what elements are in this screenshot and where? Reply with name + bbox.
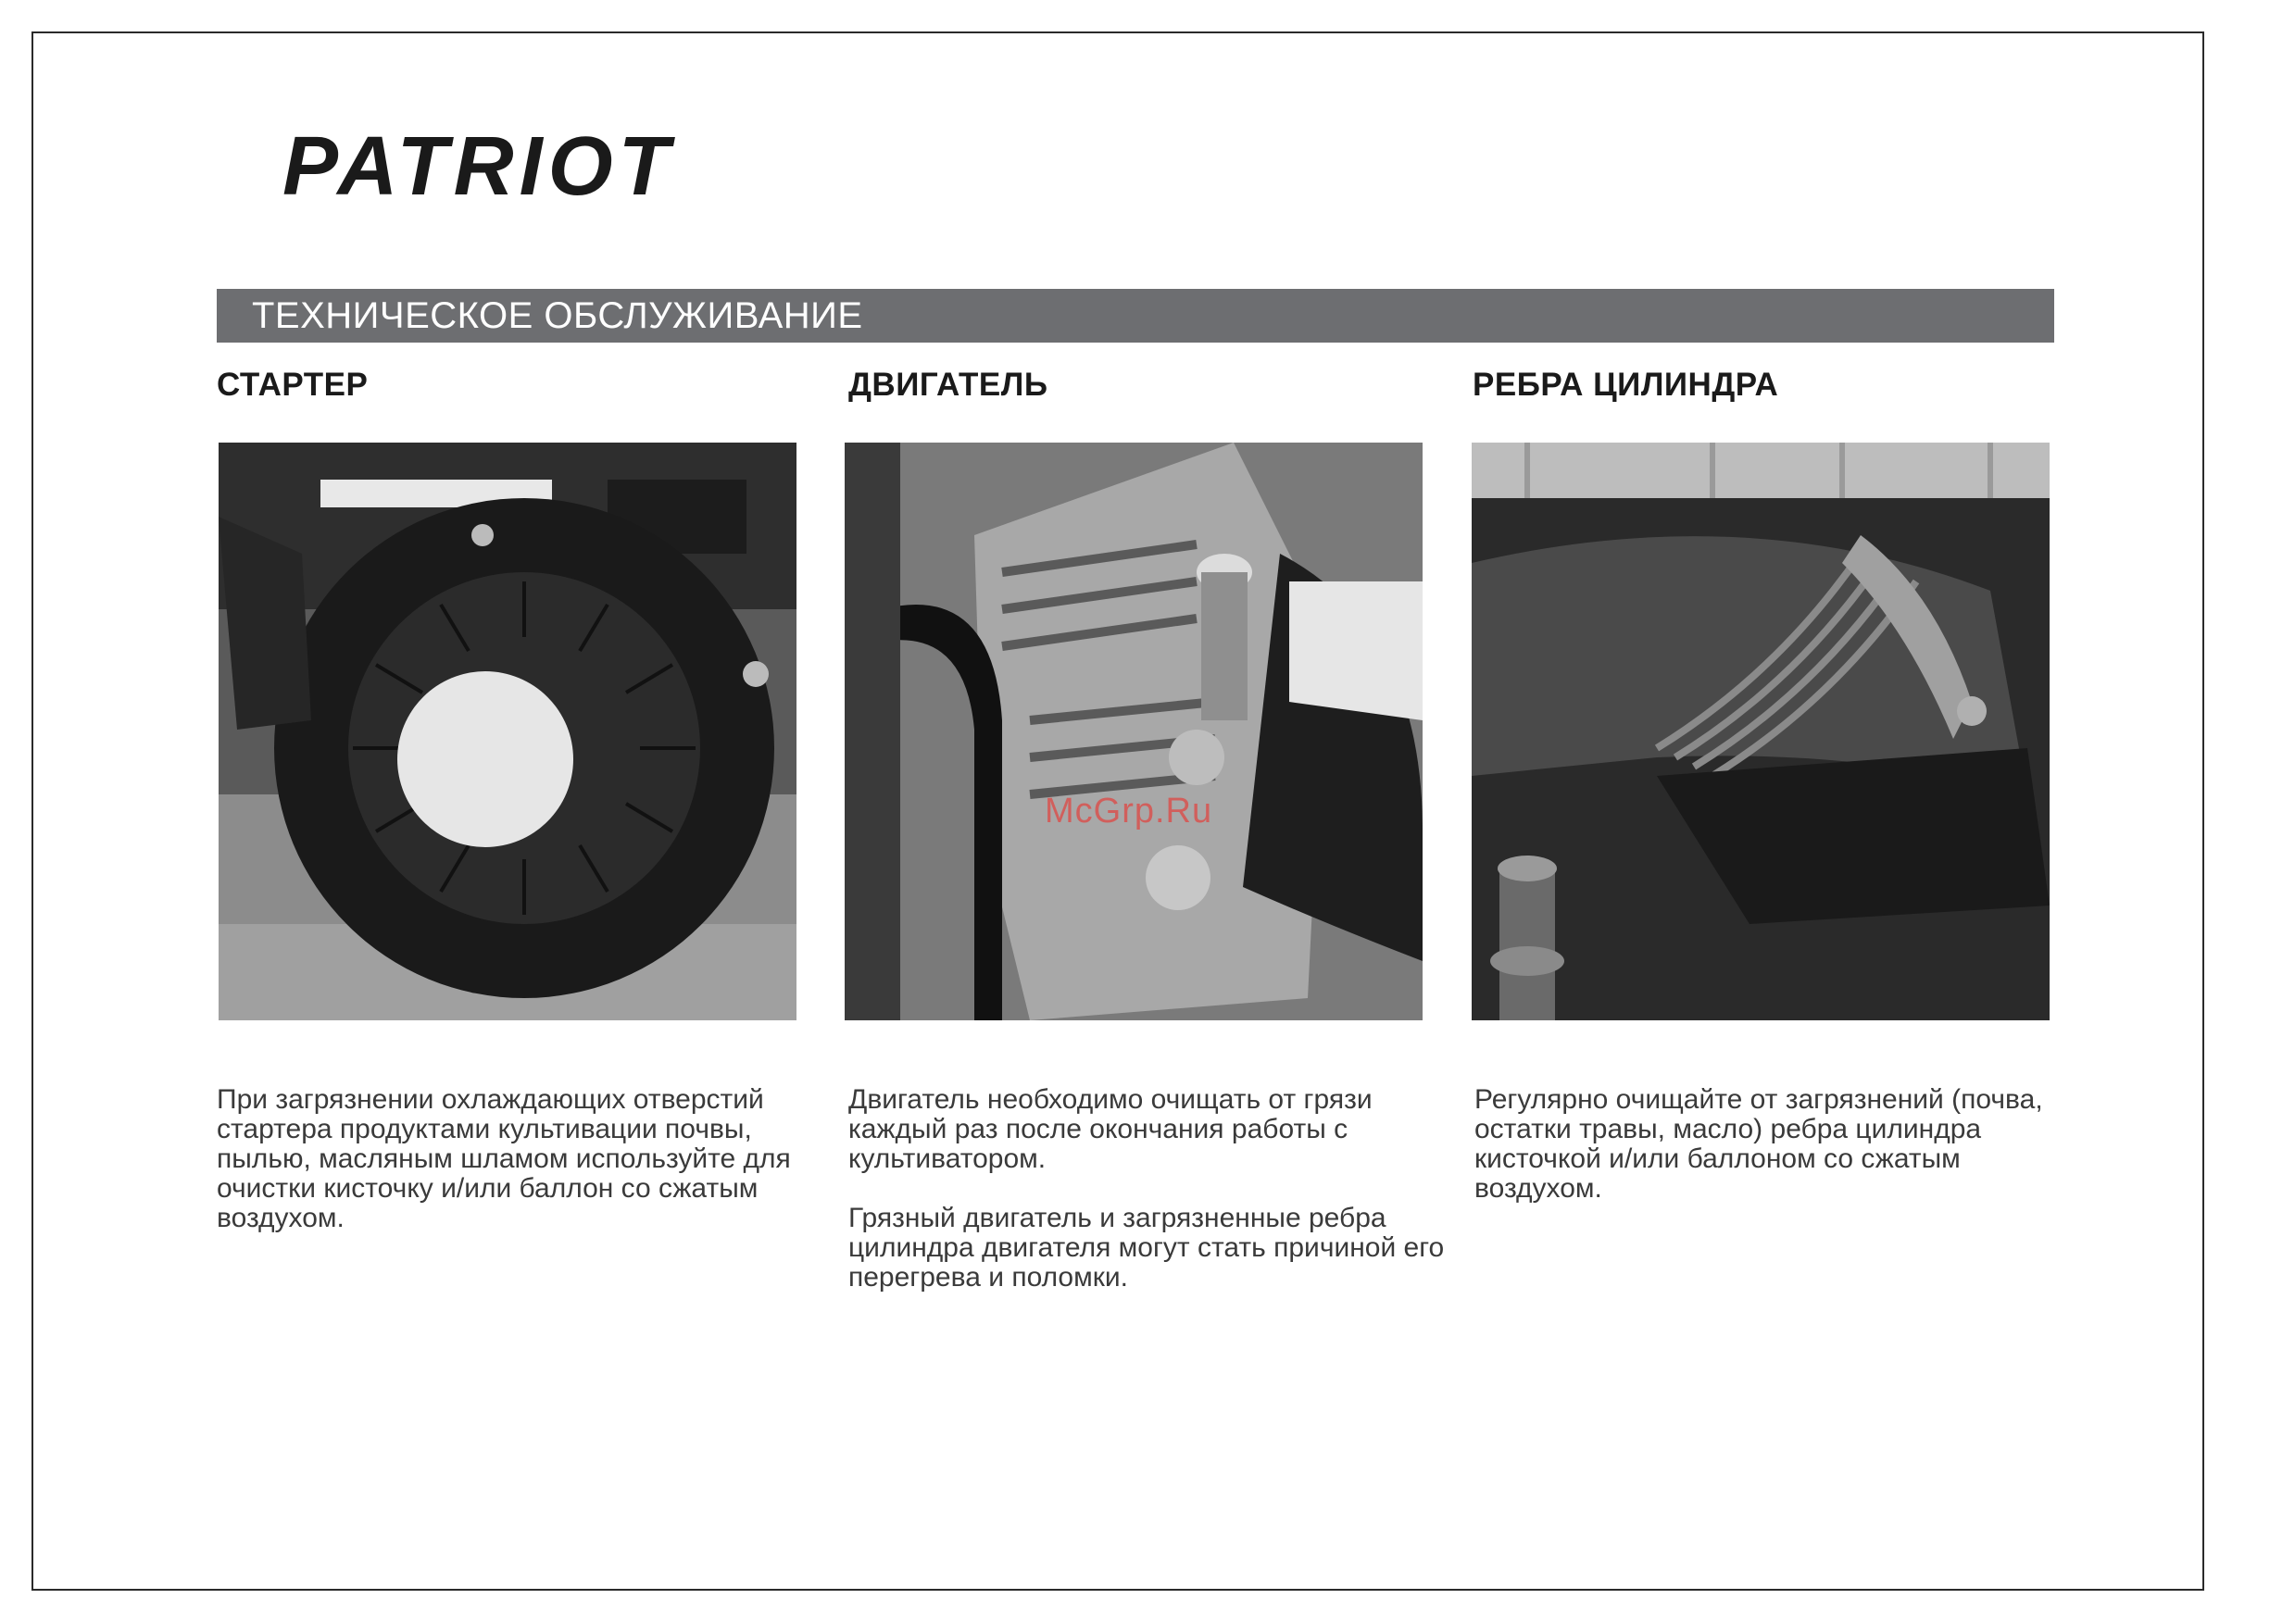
engine-photo bbox=[845, 443, 1423, 1020]
column-title-starter: СТАРТЕР bbox=[217, 367, 369, 403]
starter-photo bbox=[219, 443, 796, 1020]
paragraph: Двигатель необходимо очищать от грязи каждый раз после окончания работы с культиватором. bbox=[848, 1084, 1373, 1174]
cylinder-fins-photo bbox=[1472, 443, 2050, 1020]
section-title: ТЕХНИЧЕСКОЕ ОБСЛУЖИВАНИЕ bbox=[217, 289, 2054, 343]
column-text-cylinder-fins bbox=[1474, 1085, 2067, 1233]
column-text-engine bbox=[848, 1085, 1478, 1322]
paragraph: При загрязнении охлаждающих отверстий стартера продуктами культивации почвы, пылью, масляным шламом используйте для очистки кисточку и/или баллон со сжатым воздухом. bbox=[217, 1084, 791, 1233]
column-title-cylinder-fins: РЕБРА ЦИЛИНДРА bbox=[1473, 367, 1779, 403]
patriot-logo bbox=[282, 130, 764, 218]
paragraph: Грязный двигатель и загрязненные ребра цилиндра двигателя могут стать причиной его перегрева и поломки. bbox=[848, 1203, 1445, 1293]
column-title-engine: ДВИГАТЕЛЬ bbox=[848, 367, 1048, 403]
watermark: McGrp.Ru bbox=[1045, 792, 1213, 831]
logo-text: PATRIOT bbox=[282, 130, 675, 204]
column-text-starter bbox=[217, 1085, 847, 1263]
paragraph: Регулярно очищайте от загрязнений (почва, остатки травы, масло) ребра цилиндра кисточкой и/или баллоном со сжатым воздухом. bbox=[1474, 1084, 2043, 1204]
